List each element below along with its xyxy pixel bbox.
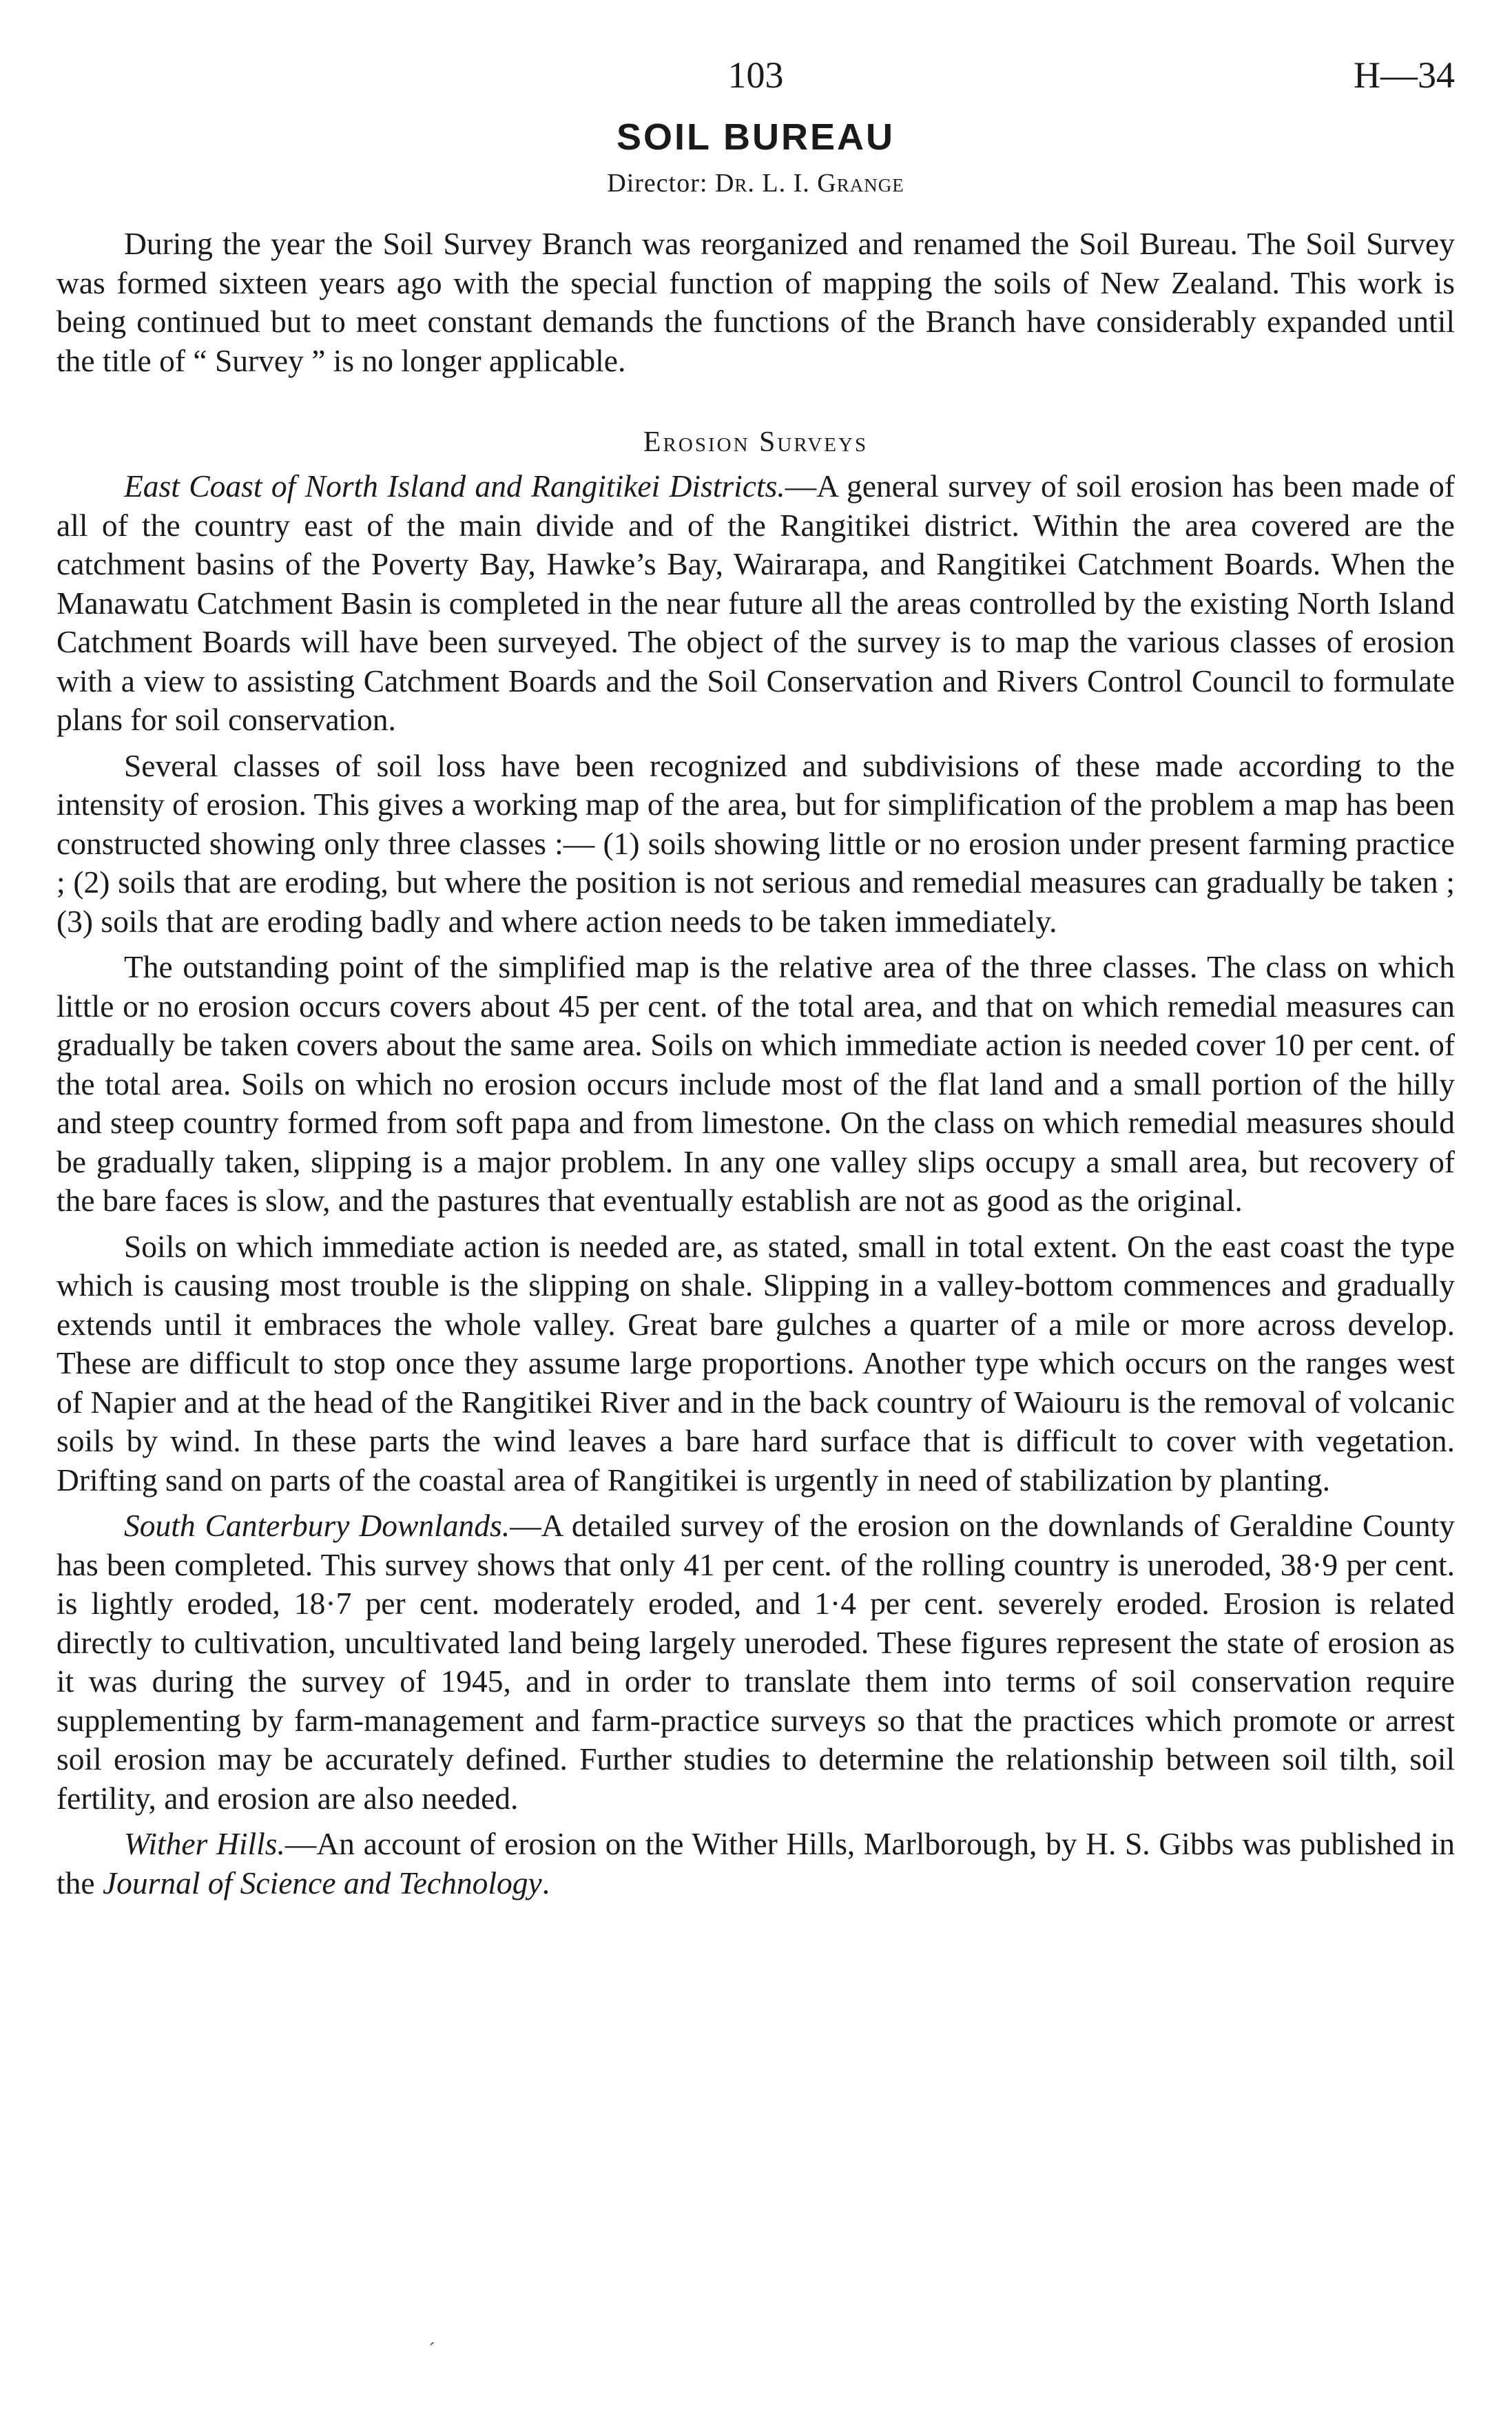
journal-title: Journal of Science and Technology (102, 1865, 542, 1900)
page-title: SOIL BUREAU (616, 116, 895, 158)
wither-hills-lead: Wither Hills. (124, 1826, 285, 1861)
page-number: 103 (727, 54, 784, 96)
east-coast-lead: East Coast of North Island and Rangitikei Districts. (124, 468, 785, 504)
south-canterbury-paragraph (56, 1506, 1455, 1818)
section-heading: Erosion Surveys (643, 426, 869, 458)
director-label: Director: (607, 169, 708, 198)
outstanding-paragraph: The outstanding point of the simplified map is the relative area of the three classes. The class on which little or no erosion occurs covers about 45 per cent. of the total area, and that on which remedial measures can gradually be taken covers about the same area. Soils on which immediate action is needed cover 10 per cent. of the total area. Soils on which no erosion occurs include most of the flat land and a small portion of the hilly and steep country formed from soft papa and from limestone. On the class on which remedial measures should be gradually taken, slipping is a major problem. In any one valley slips occupy a small area, but recovery of the bare faces is slow, and the pastures that eventually establish are not as good as the original. (56, 949, 1455, 1218)
wither-hills-paragraph (56, 1825, 1455, 1903)
wither-hills-end: . (541, 1865, 550, 1900)
south-canterbury-lead: South Canterbury Downlands. (124, 1508, 510, 1543)
director-line (56, 168, 1455, 198)
director-name: Dr. L. I. Grange (714, 169, 904, 198)
south-canterbury-text: —A detailed survey of the erosion on the downlands of Geraldine County has been completed. This survey shows that only 41 per cent. of the rolling country is uneroded, 38·9 per cent. is lightly eroded, 18·7 per cent. moderately eroded, and 1·4 per cent. severely eroded. Erosion is related directly to cultivation, uncultivated land being largely uneroded. These figures represent the state of erosion as it was during the survey of 1945, and in order to translate them into terms of soil conservation require supplementing by farm-management and farm-practice surveys so that the practices which promote or arrest soil erosion may be accurately defined. Further studies to determine the relationship between soil tilth, soil fertility, and erosion are also needed. (56, 1508, 1455, 1816)
east-coast-paragraph (56, 467, 1455, 740)
page-header (56, 41, 1455, 103)
immediate-action-paragraph: Soils on which immediate action is needed are, as stated, small in total extent. On the east coast the type which is causing most trouble is the slipping on shale. Slipping in a valley-bottom commences and gradually extends until it embraces the whole valley. Great bare gulches a quarter of a mile or more across develop. These are difficult to stop once they assume large proportions. Another type which occurs on the ranges west of Napier and at the head of the Rangitikei River and in the back country of Waiouru is the removal of volcanic soils by wind. In these parts the wind leaves a bare hard surface that is difficult to cover with vegetation. Drifting sand on parts of the coastal area of Rangitikei is urgently in need of stabilization by planting. (56, 1228, 1455, 1498)
wither-hills-text: —An account of erosion on the Wither Hills, Marlborough, by H. S. Gibbs was published in the (56, 1826, 1455, 1900)
stray-mark: ´ (428, 2339, 435, 2361)
document-page (56, 41, 1455, 1903)
report-code: H—34 (1354, 54, 1455, 96)
east-coast-text: —A general survey of soil erosion has been made of all of the country east of the main divide and of the Rangitikei district. Within the area covered are the catchment basins of the Poverty Bay, Hawke’s Bay, Wairarapa, and Rangitikei Catchment Boards. When the Manawatu Catchment Basin is completed in the near future all the areas controlled by the existing North Island Catchment Boards will have been surveyed. The object of the survey is to map the various classes of erosion with a view to assisting Catchment Boards and the Soil Conservation and Rivers Control Council to formulate plans for soil conservation. (56, 468, 1455, 737)
classes-paragraph: Several classes of soil loss have been recognized and subdivisions of these made according to the intensity of erosion. This gives a working map of the area, but for simplification of the problem a map has been constructed showing only three classes :— (1) soils showing little or no erosion under present farming practice ; (2) soils that are eroding, but where the position is not serious and remedial measures can gradually be taken ; (3) soils that are eroding badly and where action needs to be taken immediately. (56, 747, 1455, 939)
intro-paragraph: During the year the Soil Survey Branch was reorganized and renamed the Soil Bureau. The Soil Survey was formed sixteen years ago with the special function of mapping the soils of New Zealand. This work is being continued but to meet constant demands the functions of the Branch have considerably expanded until the title of “ Survey ” is no longer applicable. (56, 226, 1455, 378)
